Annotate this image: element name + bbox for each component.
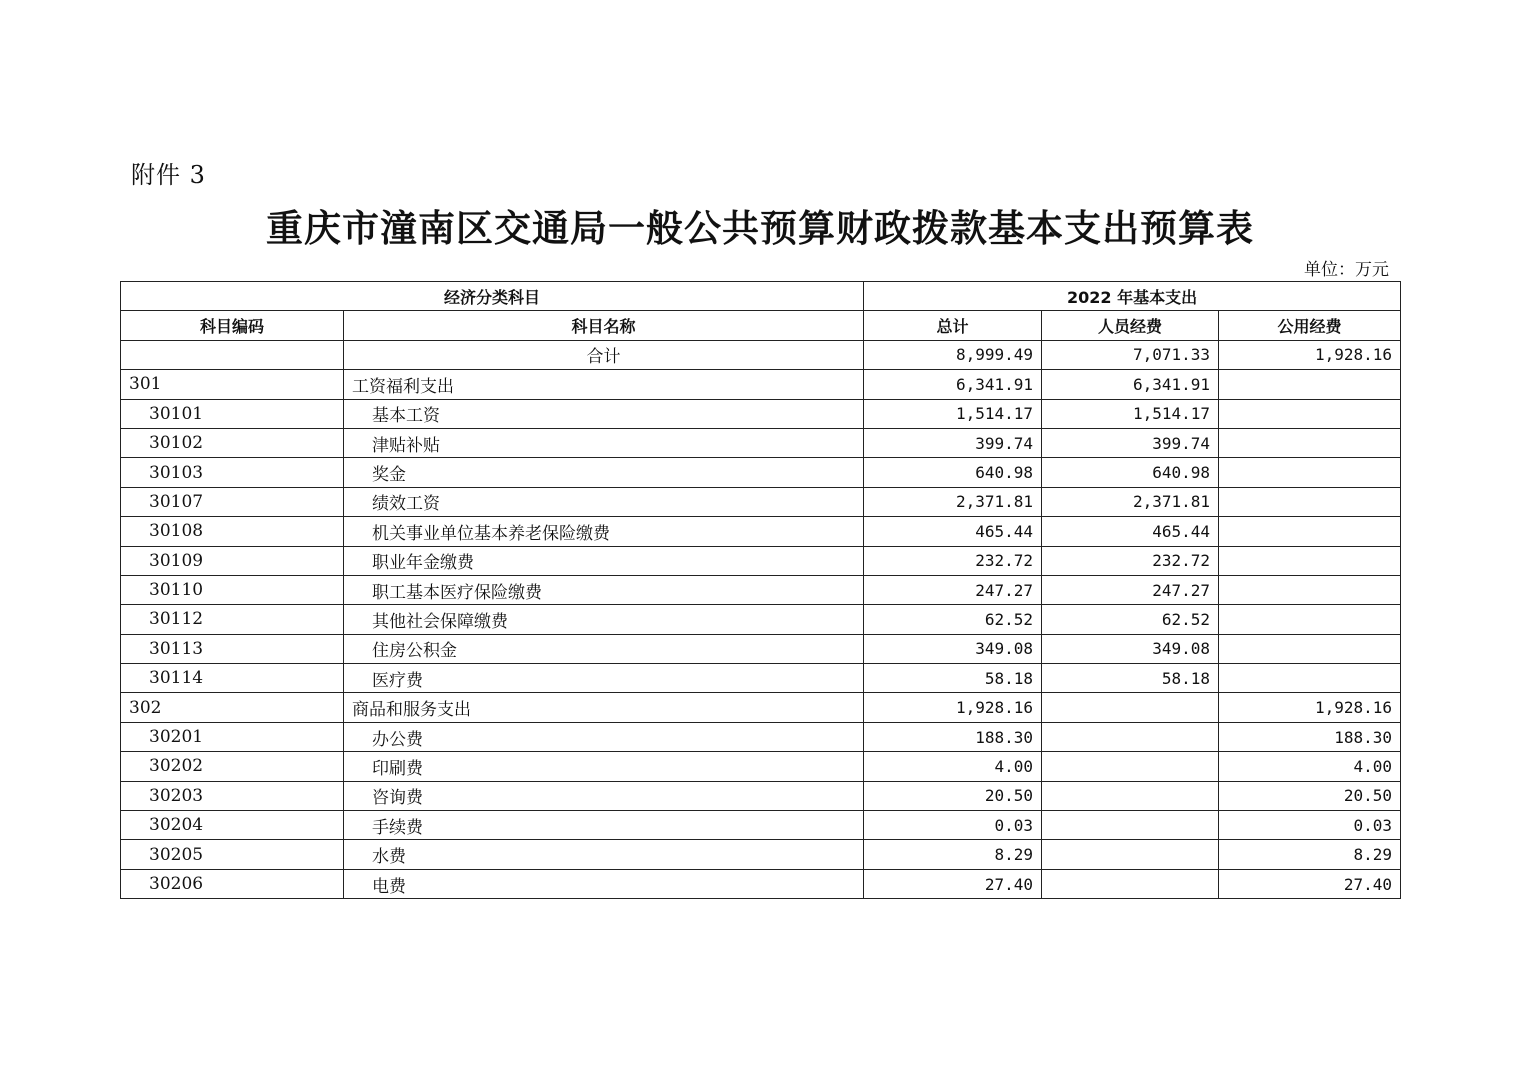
table-row: [121, 693, 1401, 722]
cell-total: 349.08: [864, 634, 1042, 663]
cell-public: [1219, 370, 1401, 399]
cell-personnel: 58.18: [1042, 664, 1219, 693]
cell-personnel: 6,341.91: [1042, 370, 1219, 399]
cell-code: 301: [121, 370, 344, 399]
cell-public: [1219, 546, 1401, 575]
table-row: [121, 722, 1401, 751]
cell-total: 188.30: [864, 722, 1042, 751]
cell-name: 职业年金缴费: [344, 546, 864, 575]
cell-name: 办公费: [344, 722, 864, 751]
cell-personnel: 1,514.17: [1042, 399, 1219, 428]
cell-public: [1219, 605, 1401, 634]
cell-personnel: [1042, 722, 1219, 751]
table-row: [121, 664, 1401, 693]
cell-public: [1219, 664, 1401, 693]
table-row: [121, 370, 1401, 399]
cell-total: 20.50: [864, 781, 1042, 810]
cell-total: 4.00: [864, 752, 1042, 781]
group-header-basic-expenditure: 2022 年基本支出: [864, 282, 1401, 311]
budget-table: [120, 281, 1401, 899]
cell-public: 8.29: [1219, 840, 1401, 869]
cell-code: 30103: [121, 458, 344, 487]
cell-total: 58.18: [864, 664, 1042, 693]
cell-total: 247.27: [864, 575, 1042, 604]
cell-name: 住房公积金: [344, 634, 864, 663]
cell-public: [1219, 399, 1401, 428]
cell-personnel: [1042, 840, 1219, 869]
cell-code: 30110: [121, 575, 344, 604]
table-row: [121, 428, 1401, 457]
table-body: [121, 340, 1401, 898]
column-header-row: [121, 311, 1401, 340]
cell-personnel: 62.52: [1042, 605, 1219, 634]
group-header-row: [121, 282, 1401, 311]
column-header-code: 科目编码: [121, 311, 344, 340]
cell-public: 188.30: [1219, 722, 1401, 751]
cell-personnel: 399.74: [1042, 428, 1219, 457]
cell-name: 绩效工资: [344, 487, 864, 516]
cell-name: 商品和服务支出: [344, 693, 864, 722]
column-header-personnel: 人员经费: [1042, 311, 1219, 340]
cell-code: 30205: [121, 840, 344, 869]
cell-code: 30203: [121, 781, 344, 810]
cell-total: 2,371.81: [864, 487, 1042, 516]
cell-name: 机关事业单位基本养老保险缴费: [344, 517, 864, 546]
table-row: [121, 458, 1401, 487]
table-row: [121, 575, 1401, 604]
cell-public: [1219, 575, 1401, 604]
cell-total: 399.74: [864, 428, 1042, 457]
column-header-total: 总计: [864, 311, 1042, 340]
cell-code: 30102: [121, 428, 344, 457]
cell-total: 640.98: [864, 458, 1042, 487]
cell-personnel: 247.27: [1042, 575, 1219, 604]
table-row: [121, 781, 1401, 810]
cell-code: 30201: [121, 722, 344, 751]
cell-code: 30206: [121, 869, 344, 898]
cell-code: 30204: [121, 811, 344, 840]
cell-public: 27.40: [1219, 869, 1401, 898]
column-header-public: 公用经费: [1219, 311, 1401, 340]
cell-name: 职工基本医疗保险缴费: [344, 575, 864, 604]
cell-public: 4.00: [1219, 752, 1401, 781]
cell-code: [121, 340, 344, 369]
cell-public: 1,928.16: [1219, 340, 1401, 369]
cell-name: 咨询费: [344, 781, 864, 810]
cell-code: 30107: [121, 487, 344, 516]
group-header-economic-class: 经济分类科目: [121, 282, 864, 311]
cell-public: 20.50: [1219, 781, 1401, 810]
cell-personnel: [1042, 781, 1219, 810]
cell-total: 6,341.91: [864, 370, 1042, 399]
cell-name: 水费: [344, 840, 864, 869]
cell-personnel: [1042, 811, 1219, 840]
cell-total: 232.72: [864, 546, 1042, 575]
table-row: [121, 546, 1401, 575]
cell-name: 工资福利支出: [344, 370, 864, 399]
cell-total: 1,514.17: [864, 399, 1042, 428]
cell-personnel: [1042, 693, 1219, 722]
cell-name: 其他社会保障缴费: [344, 605, 864, 634]
cell-public: [1219, 487, 1401, 516]
cell-personnel: 465.44: [1042, 517, 1219, 546]
table-row: [121, 752, 1401, 781]
table-row: [121, 517, 1401, 546]
cell-name: 基本工资: [344, 399, 864, 428]
cell-public: 0.03: [1219, 811, 1401, 840]
cell-total: 0.03: [864, 811, 1042, 840]
cell-personnel: [1042, 752, 1219, 781]
cell-name: 津贴补贴: [344, 428, 864, 457]
cell-name: 医疗费: [344, 664, 864, 693]
table-row: [121, 811, 1401, 840]
cell-code: 30202: [121, 752, 344, 781]
cell-personnel: 232.72: [1042, 546, 1219, 575]
cell-name: 手续费: [344, 811, 864, 840]
cell-total: 62.52: [864, 605, 1042, 634]
cell-public: [1219, 634, 1401, 663]
cell-name: 电费: [344, 869, 864, 898]
cell-personnel: 349.08: [1042, 634, 1219, 663]
table-row: [121, 399, 1401, 428]
table-row: [121, 634, 1401, 663]
table-row: [121, 487, 1401, 516]
cell-public: 1,928.16: [1219, 693, 1401, 722]
cell-total: 465.44: [864, 517, 1042, 546]
column-header-name: 科目名称: [344, 311, 864, 340]
cell-public: [1219, 458, 1401, 487]
table-row: [121, 869, 1401, 898]
table-row: [121, 605, 1401, 634]
cell-public: [1219, 517, 1401, 546]
cell-code: 302: [121, 693, 344, 722]
unit-label: 单位：万元: [1304, 260, 1389, 280]
cell-name: 奖金: [344, 458, 864, 487]
page-title: 重庆市潼南区交通局一般公共预算财政拨款基本支出预算表: [266, 207, 1254, 250]
table-row: [121, 340, 1401, 369]
attachment-label: 附件 3: [131, 161, 206, 189]
cell-public: [1219, 428, 1401, 457]
cell-total: 8.29: [864, 840, 1042, 869]
cell-code: 30112: [121, 605, 344, 634]
cell-personnel: 640.98: [1042, 458, 1219, 487]
cell-code: 30113: [121, 634, 344, 663]
cell-personnel: 7,071.33: [1042, 340, 1219, 369]
cell-name: 合计: [344, 340, 864, 369]
cell-code: 30108: [121, 517, 344, 546]
cell-code: 30114: [121, 664, 344, 693]
cell-total: 27.40: [864, 869, 1042, 898]
cell-total: 8,999.49: [864, 340, 1042, 369]
cell-code: 30101: [121, 399, 344, 428]
cell-code: 30109: [121, 546, 344, 575]
cell-personnel: 2,371.81: [1042, 487, 1219, 516]
table-row: [121, 840, 1401, 869]
cell-total: 1,928.16: [864, 693, 1042, 722]
cell-personnel: [1042, 869, 1219, 898]
cell-name: 印刷费: [344, 752, 864, 781]
